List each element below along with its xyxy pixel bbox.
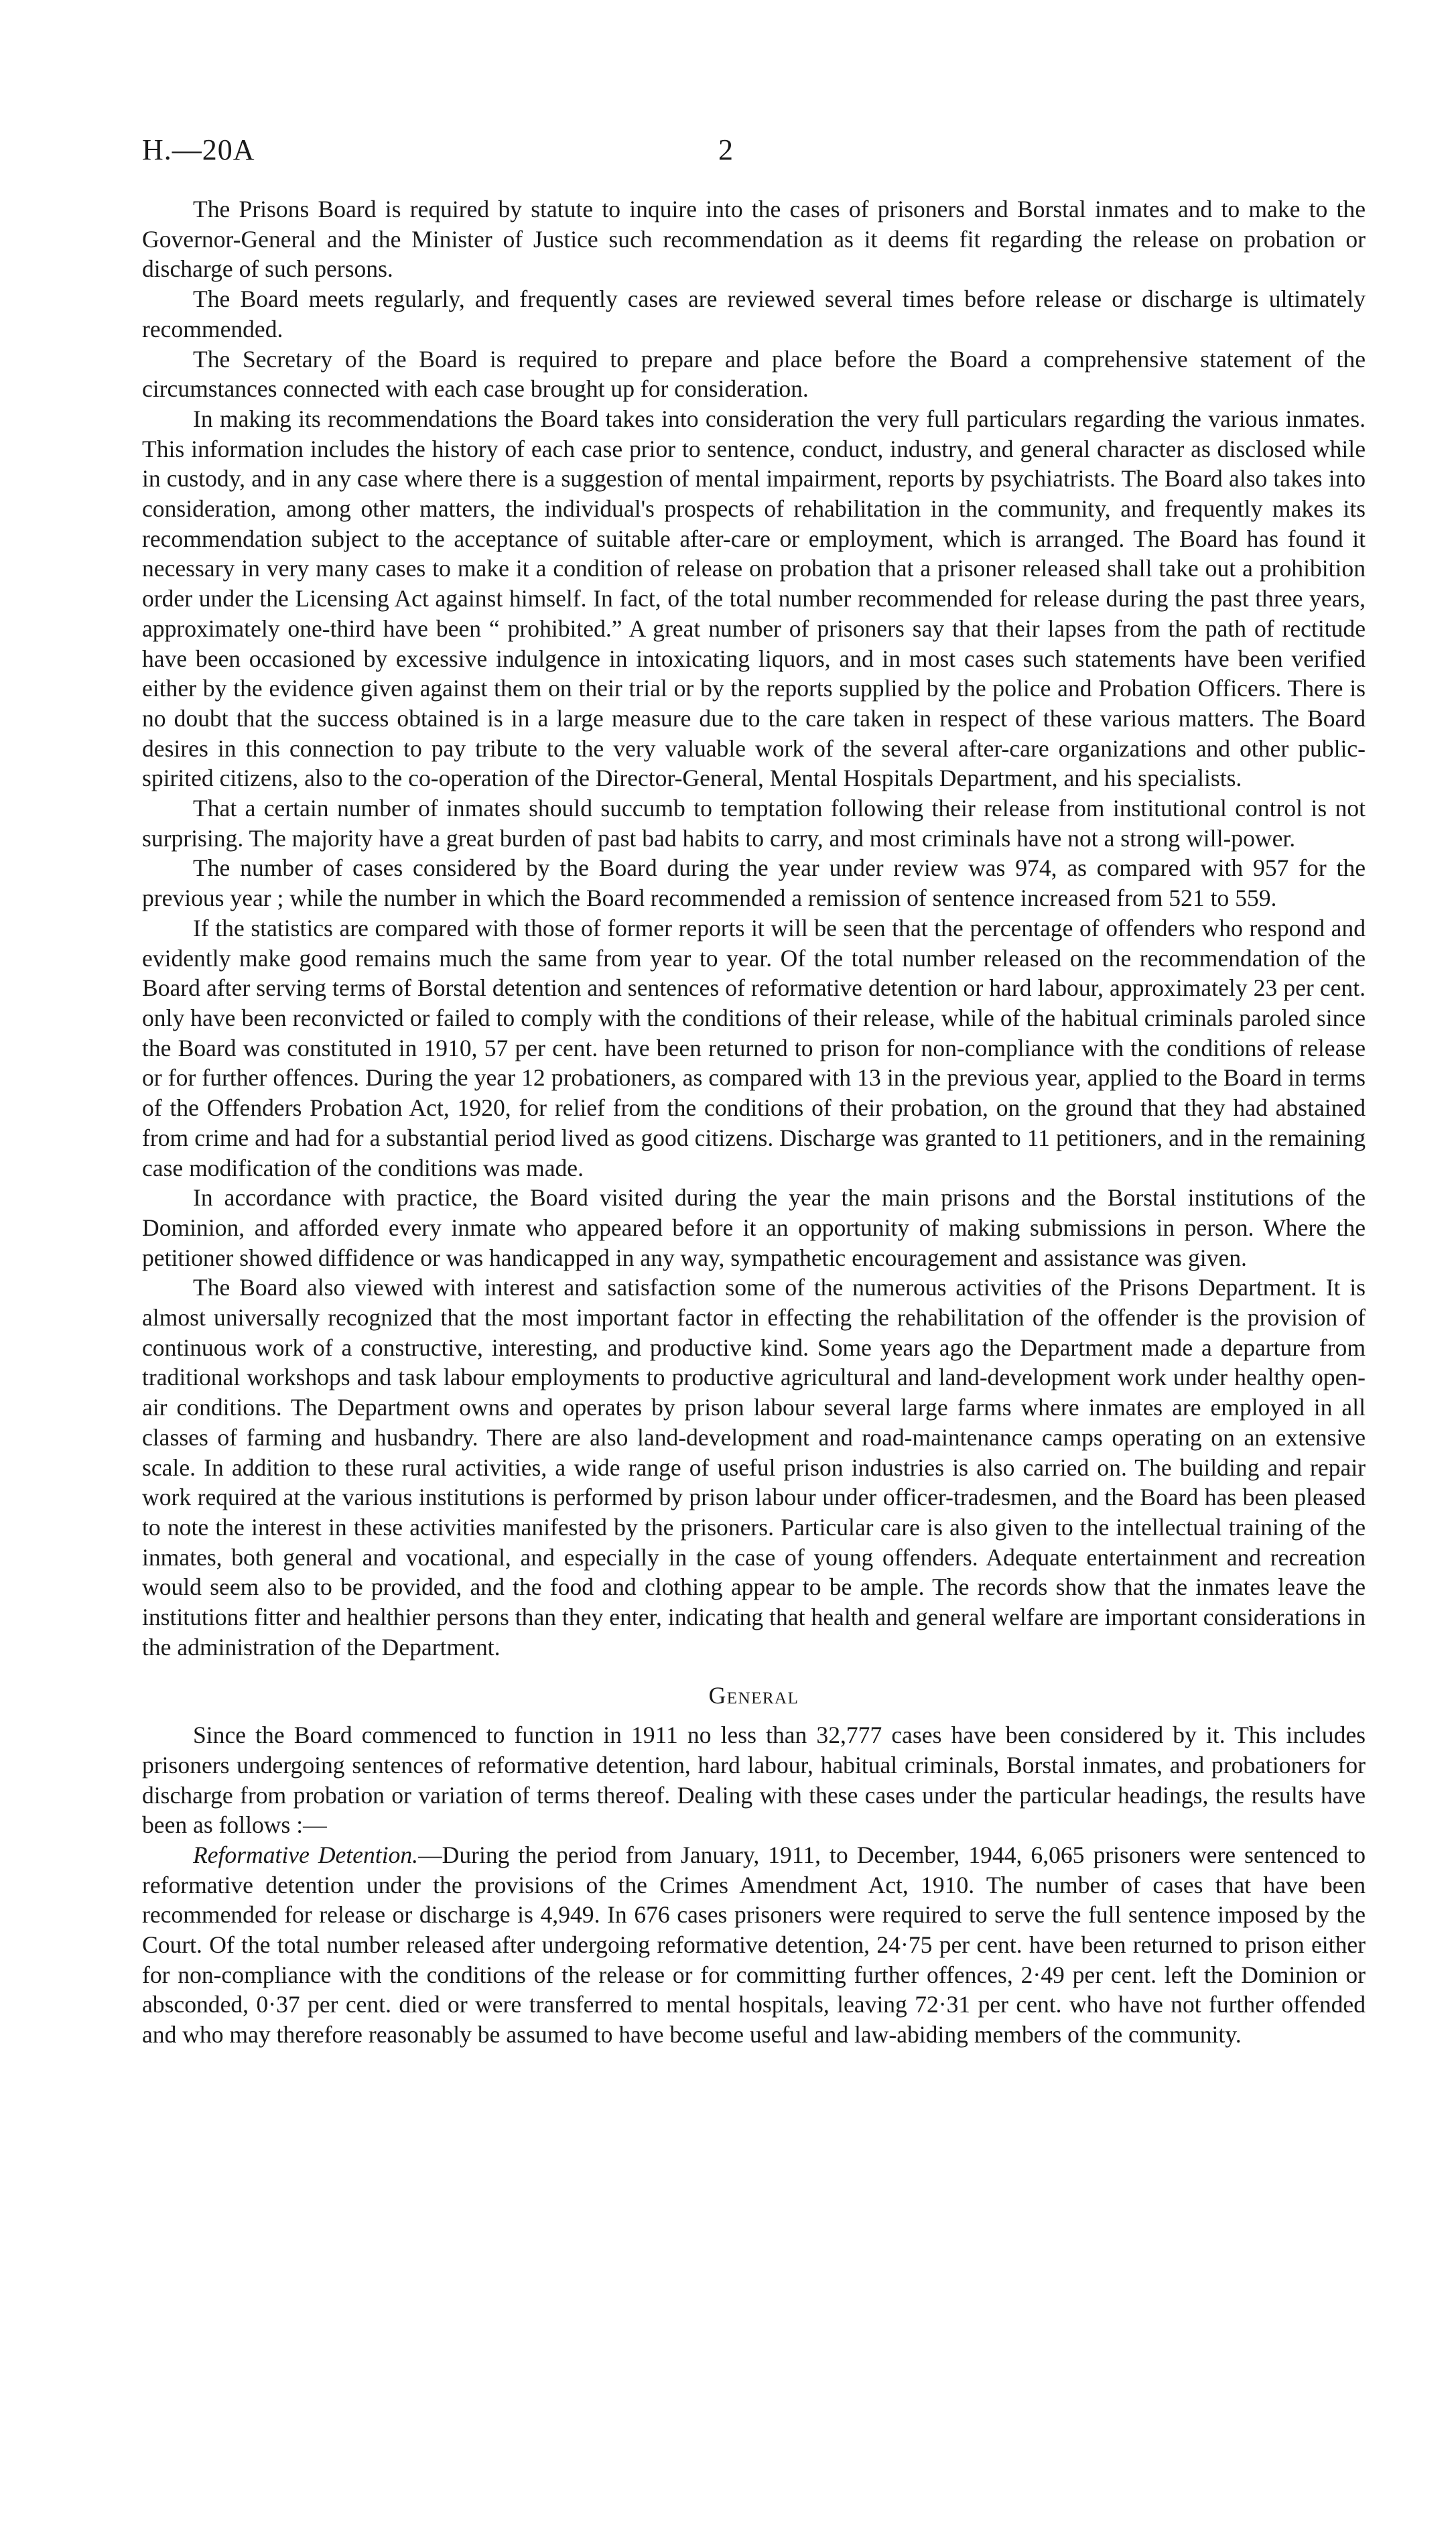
reformative-detention-lead: Reformative Detention. [193, 1841, 419, 1868]
body-text [142, 194, 1366, 2050]
page-header [142, 133, 1368, 173]
page-number: 2 [718, 133, 733, 166]
document-reference: H.—20A [142, 133, 255, 166]
paragraph-general-intro: Since the Board commenced to function in 1911 no less than 32,777 cases have been considered by it. This includes prisoners undergoing sentences of reformative detention, hard labour, habitual criminals, Borstal inmates, and probationers for discharge from probation or variation of terms thereof. Dealing with these cases under the particular headings, the results have been as follows :— [142, 1722, 1366, 1839]
paragraph-statistics: If the statistics are compared with those of former reports it will be seen that the percentage of offenders who respond and evidently make good remains much the same from year to year. Of the total number released on the recommendation of the Board after serving terms of Borstal detention and sentences of reformative detention or hard labour, approximately 23 per cent. only have been reconvicted or failed to comply with the conditions of their release, while of the habitual criminals paroled since the Board was constituted in 1910, 57 per cent. have been returned to prison for non-compliance with the conditions of release or for further offences. During the year 12 probationers, as compared with 13 in the previous year, applied to the Board in terms of the Offenders Probation Act, 1920, for relief from the conditions of their probation, on the ground that they had abstained from crime and had for a substantial period lived as good citizens. Discharge was granted to 11 petitioners, and in the remaining case modification of the conditions was made. [142, 914, 1366, 1181]
paragraph-cases-considered: The number of cases considered by the Board during the year under review was 974, as compared with 957 for the previous year ; while the number in which the Board recommended a remission of sentence increased from 521 to 559. [142, 854, 1366, 912]
paragraph-temptation: That a certain number of inmates should succumb to temptation following their release from institutional control is not surprising. The majority have a great burden of past bad habits to carry, and most criminals have not a strong will-power. [142, 795, 1366, 852]
paragraph-board-meetings: The Board meets regularly, and frequently cases are reviewed several times before release or discharge is ultimately recommended. [142, 285, 1366, 342]
reformative-detention-text: —During the period from January, 1911, to December, 1944, 6,065 prisoners were sentenced to reformative detention under the provisions of the Crimes Amendment Act, 1910. The number of cases that have been recommended for release or discharge is 4,949. In 676 cases prisoners were required to serve the full sentence imposed by the Court. Of the total number released after undergoing reformative detention, 24·75 per cent. have been returned to prison either for non-compliance with the conditions of the release or for committing further offences, 2·49 per cent. left the Dominion or absconded, 0·37 per cent. died or were transferred to mental hospitals, leaving 72·31 per cent. who have not further offended and who may therefore reasonably be assumed to have become useful and law-abiding members of the community. [142, 1841, 1366, 2049]
paragraph-prisons-department: The Board also viewed with interest and satisfaction some of the numerous activities of the Prisons Department. It is almost universally recognized that the most important factor in effecting the rehabilitation of the offender is the provision of continuous work of a constructive, interesting, and productive kind. Some years ago the Department made a departure from traditional workshops and task labour employments to productive agricultural and land-development work under healthy open-air conditions. The Department owns and operates by prison labour several large farms where inmates are employed in all classes of farming and husbandry. There are also land-development and road-maintenance camps operating on an extensive scale. In addition to these rural activities, a wide range of useful prison industries is also carried on. The building and repair work required at the various institutions is performed by prison labour under officer-tradesmen, and the Board has been pleased to note the interest in these activities manifested by the prisoners. Particular care is also given to the intellectual training of the inmates, both general and vocational, and especially in the case of young offenders. Adequate entertainment and recreation would seem also to be provided, and the food and clothing appear to be ample. The records show that the inmates leave the institutions fitter and healthier persons than they enter, indicating that health and general welfare are important considerations in the administration of the Department. [142, 1274, 1366, 1661]
paragraph-statutory-duty: The Prisons Board is required by statute to inquire into the cases of prisoners and Borstal inmates and to make to the Governor-General and the Minister of Justice such recommendation as it deems fit regarding the release on probation or discharge of such persons. [142, 196, 1366, 283]
section-heading-general: General [708, 1682, 799, 1709]
paragraph-recommendations: In making its recommendations the Board takes into consideration the very full particulars regarding the various inmates. This information includes the history of each case prior to sentence, conduct, industry, and general character as disclosed while in custody, and in any case where there is a suggestion of mental impairment, reports by psychiatrists. The Board also takes into consideration, among other matters, the individual's prospects of rehabilitation in the community, and frequently makes its recommendation subject to the acceptance of suitable after-care or employment, which is arranged. The Board has found it necessary in very many cases to make it a condition of release on probation that a prisoner released shall take out a prohibition order under the Licensing Act against himself. In fact, of the total number recommended for release during the past three years, approximately one-third have been “ prohibited.” A great number of prisoners say that their lapses from the path of rectitude have been occasioned by excessive indulgence in intoxicating liquors, and in most cases such statements have been verified either by the evidence given against them on their trial or by the reports supplied by the police and Probation Officers. There is no doubt that the success obtained is in a large measure due to the care taken in respect of these various matters. The Board desires in this connection to pay tribute to the very valuable work of the several after-care organizations and other public-spirited citizens, also to the co-operation of the Director-General, Mental Hospitals Department, and his specialists. [142, 405, 1366, 792]
paragraph-reformative-detention [142, 1840, 1366, 2050]
paragraph-board-visits: In accordance with practice, the Board visited during the year the main prisons and the Borstal institutions of the Dominion, and afforded every inmate who appeared before it an opportunity of making submissions in person. Where the petitioner showed diffidence or was handicapped in any way, sympathetic encouragement and assistance was given. [142, 1184, 1366, 1271]
paragraph-secretary-statement: The Secretary of the Board is required to prepare and place before the Board a comprehensive statement of the circumstances connected with each case brought up for consideration. [142, 345, 1366, 403]
